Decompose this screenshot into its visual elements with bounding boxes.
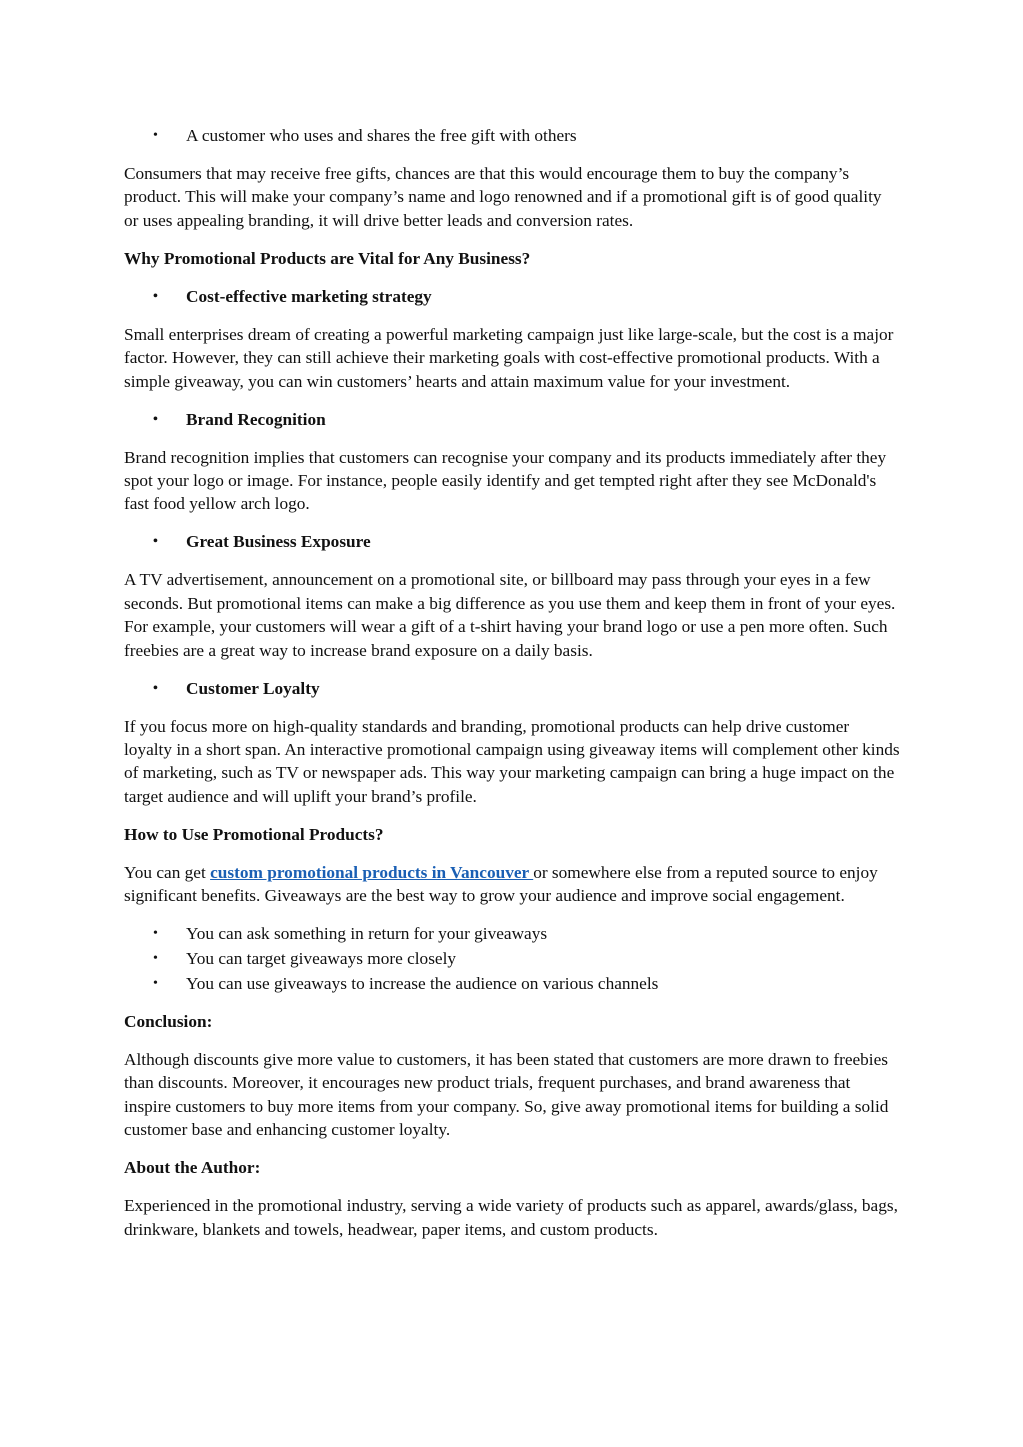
list-item-text: A customer who uses and shares the free gift with others xyxy=(186,126,577,145)
bullet-icon: • xyxy=(153,975,158,991)
subheading-exposure: Great Business Exposure xyxy=(186,532,371,552)
list-item xyxy=(124,947,900,970)
bullet-icon: • xyxy=(153,288,158,304)
bullet-icon: • xyxy=(153,926,158,942)
bullet-icon: • xyxy=(153,951,158,967)
bullet-heading-loyalty xyxy=(124,677,900,700)
bullet-icon: • xyxy=(153,411,158,427)
list-item xyxy=(124,972,900,995)
how-to-suffix: or somewhere else from a reputed source to enjoy significant benefits. Giveaways are the best way to grow your audience and improve social engagement. xyxy=(124,862,878,906)
paragraph-cost-effective: Small enterprises dream of creating a powerful marketing campaign just like large-scale, but the cost is a major factor. However, they can still achieve their marketing goals with cost-effective promotional products. With a simple giveaway, you can win customers’ hearts and attain maximum value for your investment. xyxy=(124,324,894,391)
heading-conclusion: Conclusion: xyxy=(124,1011,213,1031)
intro-list xyxy=(124,124,900,147)
list-item xyxy=(124,124,900,147)
subheading-brand-recognition: Brand Recognition xyxy=(186,409,326,429)
how-to-prefix: You can get xyxy=(124,862,211,882)
paragraph-loyalty: If you focus more on high-quality standards and branding, promotional products can help drive customer loyalty in a short span. An interactive promotional campaign using giveaway items will complement other kinds of marketing, such as TV or newspaper ads. This way your marketing campaign can bring a huge impact on the target audience and will uplift your brand’s profile. xyxy=(124,716,900,806)
paragraph-brand-recognition: Brand recognition implies that customers can recognise your company and its products immediately after they spot your logo or image. For instance, people easily identify and get tempted right after they see McDonald's fast food yellow arch logo. xyxy=(124,447,887,514)
paragraph-how-to xyxy=(124,861,900,908)
list-item xyxy=(124,677,900,700)
subheading-cost-effective: Cost-effective marketing strategy xyxy=(186,286,432,306)
list-item xyxy=(124,530,900,553)
bullet-icon: • xyxy=(153,534,158,550)
list-item xyxy=(124,285,900,308)
vancouver-products-link[interactable]: custom promotional products in Vancouver xyxy=(210,862,534,882)
heading-about-author: About the Author: xyxy=(124,1158,261,1178)
document-page xyxy=(124,124,900,1256)
bullet-heading-cost-effective xyxy=(124,285,900,308)
list-item xyxy=(124,922,900,945)
list-item-text: You can target giveaways more closely xyxy=(186,949,457,969)
bullet-icon: • xyxy=(153,128,158,143)
bullet-heading-brand-recognition xyxy=(124,408,900,431)
paragraph-about-author: Experienced in the promotional industry, serving a wide variety of products such as apparel, awards/glass, bags, drinkware, blankets and towels, headwear, paper items, and custom products. xyxy=(124,1196,898,1239)
bullet-heading-exposure xyxy=(124,530,900,553)
heading-why-vital: Why Promotional Products are Vital for Any Business? xyxy=(124,248,531,268)
list-item-text: You can ask something in return for your giveaways xyxy=(186,924,548,944)
paragraph-exposure: A TV advertisement, announcement on a promotional site, or billboard may pass through your eyes in a few seconds. But promotional items can make a big difference as you use them and keep them in front of your eyes. For example, your customers will wear a gift of a t-shirt having your brand logo or use a pen more often. Such freebies are a great way to increase brand exposure on a daily basis. xyxy=(124,570,896,660)
list-item-text: You can use giveaways to increase the audience on various channels xyxy=(186,973,659,993)
bullet-icon: • xyxy=(153,680,158,696)
paragraph-consumers: Consumers that may receive free gifts, chances are that this would encourage them to buy the company’s product. This will make your company’s name and logo renowned and if a promotional gift is of good quality or uses appealing branding, it will drive better leads and conversion rates. xyxy=(124,164,882,230)
subheading-loyalty: Customer Loyalty xyxy=(186,678,320,698)
paragraph-conclusion: Although discounts give more value to customers, it has been stated that customers are more drawn to freebies than discounts. Moreover, it encourages new product trials, frequent purchases, and brand awareness that inspire customers to buy more items from your company. So, give away promotional items for building a solid customer base and enhancing customer loyalty. xyxy=(124,1049,889,1140)
list-item xyxy=(124,408,900,431)
heading-how-to: How to Use Promotional Products? xyxy=(124,824,384,844)
giveaway-list xyxy=(124,922,900,995)
